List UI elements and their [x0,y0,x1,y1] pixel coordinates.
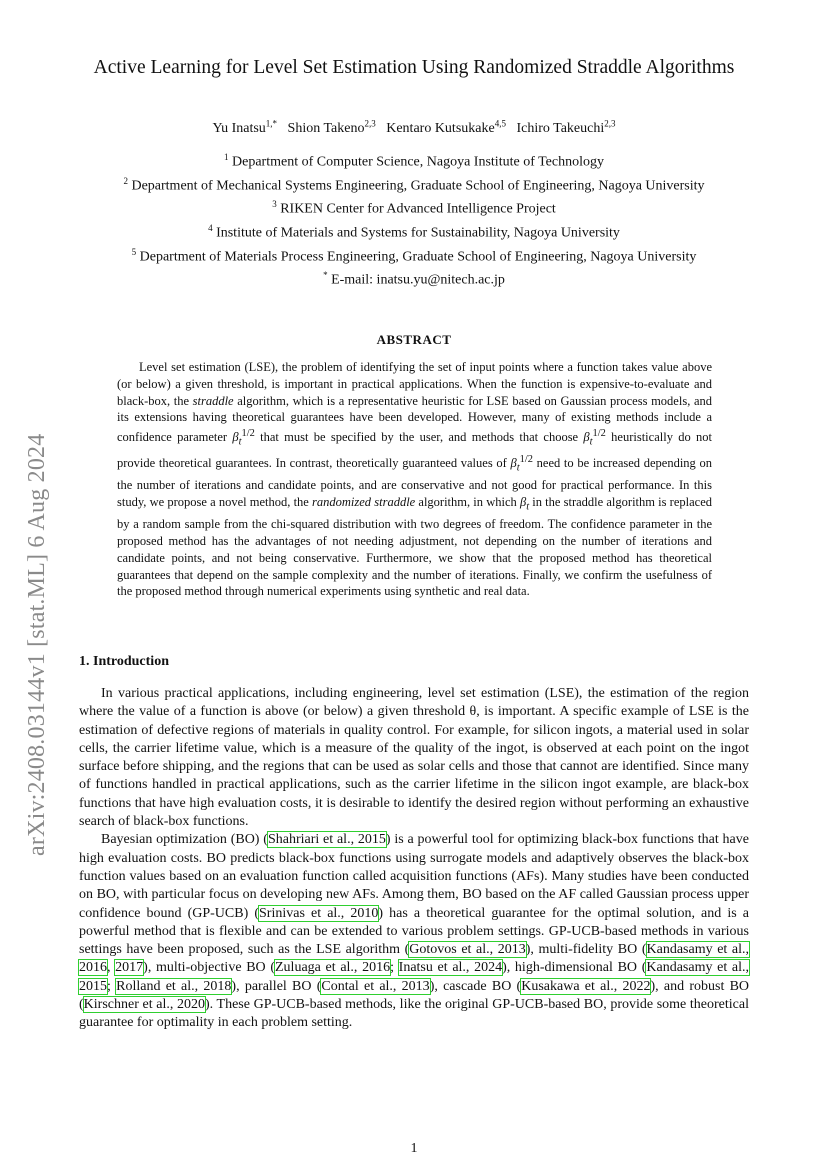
abstract-heading: ABSTRACT [376,332,452,347]
citation-link[interactable]: Kusakawa et al., 2022 [521,978,651,994]
beta-symbol: $\beta_t^{1/2}$ [583,428,606,448]
author: Shion Takeno$^{2,3}$ [287,118,376,136]
abstract-body [117,359,712,600]
affiliation: $^5$ Department of Materials Process Engineering, Graduate School of Engineering, Nagoya University [131,246,697,265]
citation-link[interactable]: Kirschner et al., 2020 [83,997,205,1013]
beta-symbol: $\beta_t$ [519,494,530,513]
paragraph: In various practical applications, including engineering, level set estimation (LSE), the estimation of the region where the value of a function is above (or below) a given threshold θ, is important. A specific example of LSE is the estimation of defective regions of materials in quality control. For example, for silicon ingots, a material used in solar cells, the carrier lifetime value, which is a measure of the quality of the ingot, is observed at each point on the ingot surface before shipping, and the regions that can be used as solar cells and those that cannot are identified. Since many of functions handled in practical applications, such as the carrier lifetime in the silicon ingot example, are black-box functions that have high evaluation costs, it is desirable to identify the desired region without performing an exhaustive search of black-box functions. [79,686,749,830]
citation-link[interactable]: Gotovos et al., 2013 [409,942,526,958]
citation-link[interactable]: Rolland et al., 2018 [116,978,232,994]
citation-link[interactable]: Inatsu et al., 2024 [398,960,503,976]
author: Ichiro Takeuchi$^{2,3}$ [516,118,616,136]
beta-symbol: $\beta_t^{1/2}$ [510,453,533,474]
section-heading-introduction: 1. Introduction [79,654,169,669]
author: Yu Inatsu$^{1,*}$ [212,118,278,136]
affiliation: $^1$ Department of Computer Science, Nagoya Institute of Technology [224,152,604,170]
contact-email: * E-mail: inatsu.yu@nitech.ac.jp [323,270,505,288]
citation-link[interactable]: Kandasamy et al., 2016 [79,942,750,976]
author-list [80,118,748,137]
citation-link[interactable]: Shahriari et al., 2015 [267,832,386,848]
paragraph: Bayesian optimization (BO) (Shahriari et al., 2015) is a powerful tool for optimizing black-box functions that have high evaluation costs. BO predicts black-box functions using surrogate models and adaptively observes the black-box function values based on an evaluation function called acquisition functions (AFs). Many studies have been conducted on BO, with particular focus on developing new AFs. Among them, BO based on the AF called Gaussian process upper confidence bound (GP-UCB) (Srinivas et al., 2010) has a theoretical guarantee for the optimal solution, and is a powerful method that is flexible and can be extended to various problem settings. GP-UCB-based methods in various settings have been proposed, such as the LSE algorithm (Gotovos et al., 2013), multi-fidelity BO (Kandasamy et al., 2016, 2017), multi-objective BO (Zuluaga et al., 2016; Inatsu et al., 2024), high-dimensional BO (Kandasamy et al., 2015; Rolland et al., 2018), parallel BO (Contal et al., 2013), cascade BO (Kusakawa et al., 2022), and robust BO (Kirschner et al., 2020). These GP-UCB-based methods, like the original GP-UCB-based BO, provide some theoretical guarantee for optimality in each problem setting. [79,832,750,1031]
abstract-paragraph: Level set estimation (LSE), the problem of identifying the set of input points where a function takes value above (or below) a given threshold, is important in practical applications. When the function is expensive-to-evaluate and black-box, the straddle algorithm, which is a representative heuristic for LSE based on Gaussian process models, and its extensions having theoretical guarantees have been developed. However, many of existing methods include a confidence parameter $\beta_t^{1/2}$ that must be specified by the user, and methods that choose $\beta_t^{1/2}$ heuristically do not provide theoretical guarantees. In contrast, theoretically guaranteed values of $\beta_t^{1/2}$ need to be increased depending on the number of iterations and candidate points, and are conservative and not good for practical performance. In this study, we propose a novel method, the randomized straddle algorithm, in which $\beta_t$ in the straddle algorithm is replaced by a random sample from the chi-squared distribution with two degrees of freedom. The confidence parameter in the proposed method has the advantages of not needing adjustment, not depending on the number of iterations and candidate points, and not being conservative. Furthermore, we show that the proposed method has theoretical guarantees that depend on the sample complexity and the number of iterations. Finally, we confirm the usefulness of the proposed method through numerical experiments using synthetic and real data. [117,360,713,599]
citation-link[interactable]: Kandasamy et al., 2015 [79,960,750,994]
affiliation-list [70,148,758,290]
citation-link[interactable]: 2017 [115,960,144,976]
citation-link[interactable]: Srinivas et al., 2010 [259,905,379,921]
affiliation: $^2$ Department of Mechanical Systems Engineering, Graduate School of Engineering, Nagoya University [123,175,705,194]
affiliation: $^4$ Institute of Materials and Systems for Sustainability, Nagoya University [208,222,620,241]
citation-link[interactable]: Contal et al., 2013 [321,978,430,994]
affiliation: $^3$ RIKEN Center for Advanced Intelligence Project [272,199,556,217]
author: Kentaro Kutsukake$^{4,5}$ [386,118,506,136]
paper-title: Active Learning for Level Set Estimation Using Randomized Straddle Algorithms [93,57,735,78]
beta-symbol: $\beta_t^{1/2}$ [232,428,255,448]
arxiv-side-stamp [20,360,56,860]
citation-link[interactable]: Zuluaga et al., 2016 [275,960,391,976]
page-number: 1 [410,1141,418,1156]
arxiv-identifier: arXiv:2408.03144v1 [stat.ML] 6 Aug 2024 [24,433,50,856]
introduction-body [79,685,749,1033]
